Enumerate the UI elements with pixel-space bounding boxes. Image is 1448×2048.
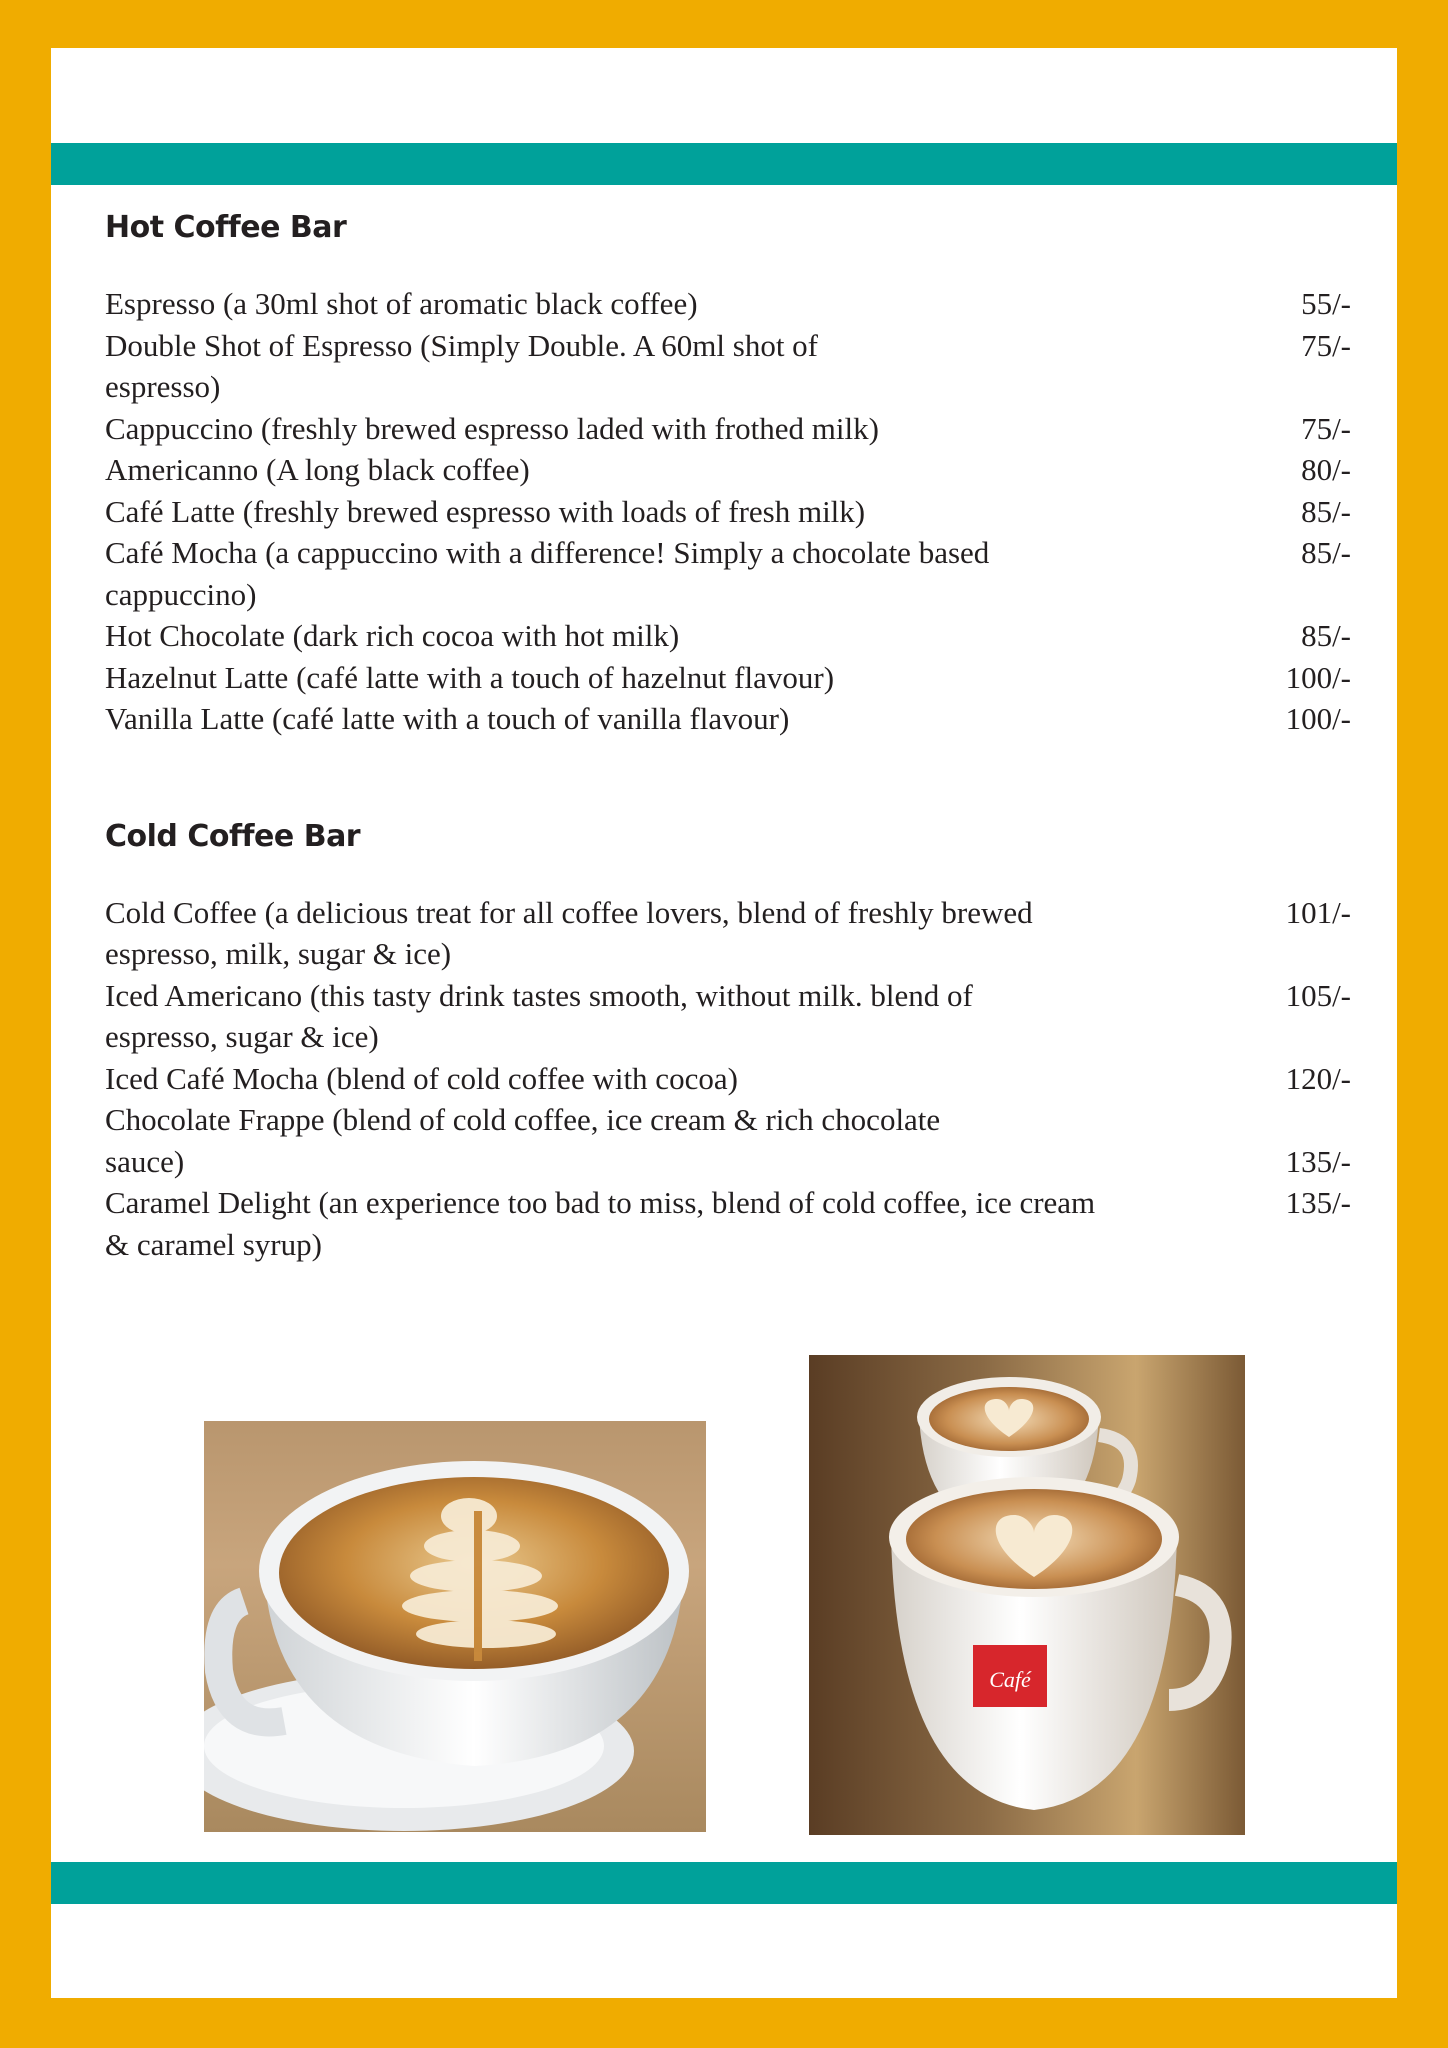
- item-price: 55/-: [1301, 286, 1351, 321]
- menu-item-cafe-latte: [105, 491, 1351, 533]
- item-description: Cold Coffee (a delicious treat for all coffee lovers, blend of freshly brewed espresso, milk, sugar & ice): [105, 894, 1033, 971]
- item-description: Café Mocha (a cappuccino with a difference! Simply a chocolate based cappuccino): [105, 535, 990, 612]
- menu-item-hazelnut-latte: [105, 657, 1351, 699]
- cold-coffee-list: [105, 892, 1351, 1266]
- item-description: Cappuccino (freshly brewed espresso laded with frothed milk): [105, 410, 879, 446]
- menu-item-chocolate-frappe: [105, 1099, 1351, 1182]
- menu-content: [105, 203, 1351, 1265]
- cup-logo-text: Café: [989, 1667, 1031, 1692]
- menu-item-americanno: [105, 449, 1351, 491]
- item-price: 135/-: [1285, 1185, 1351, 1220]
- menu-item-iced-cafe-mocha: [105, 1058, 1351, 1100]
- menu-page: [51, 48, 1397, 1998]
- top-teal-band: [51, 143, 1397, 185]
- menu-item-double-espresso: [105, 325, 1351, 408]
- section-title-hot-coffee: Hot Coffee Bar: [105, 210, 347, 245]
- item-description: Americanno (A long black coffee): [105, 452, 530, 487]
- item-description: Double Shot of Espresso (Simply Double. A 60ml shot of espresso): [105, 327, 818, 404]
- item-price: 85/-: [1301, 535, 1351, 570]
- item-description: Hazelnut Latte (café latte with a touch of hazelnut flavour): [105, 659, 835, 695]
- item-price: 120/-: [1285, 1060, 1351, 1096]
- item-price: 85/-: [1301, 618, 1351, 653]
- menu-item-caramel-delight: [105, 1182, 1351, 1265]
- item-description: Iced Americano (this tasty drink tastes smooth, without milk. blend of espresso, sugar & ice): [105, 977, 973, 1054]
- item-price: 80/-: [1301, 452, 1351, 487]
- menu-item-espresso: [105, 283, 1351, 325]
- latte-art-cup-icon: [204, 1421, 706, 1832]
- menu-item-cafe-mocha: [105, 532, 1351, 615]
- heart-latte-cups-icon: [809, 1355, 1245, 1835]
- hot-coffee-list: [105, 283, 1351, 740]
- item-price: 100/-: [1285, 659, 1351, 695]
- item-price: 101/-: [1285, 894, 1351, 930]
- item-description: Iced Café Mocha (blend of cold coffee with cocoa): [105, 1060, 738, 1096]
- item-price: 135/-: [1285, 1143, 1351, 1179]
- item-price: 105/-: [1285, 977, 1351, 1013]
- section-title-cold-coffee: Cold Coffee Bar: [105, 818, 361, 854]
- item-description: Chocolate Frappe (blend of cold coffee, ice cream & rich chocolate sauce): [105, 1102, 941, 1179]
- latte-art-cup-photo: [204, 1421, 706, 1832]
- menu-item-hot-chocolate: [105, 615, 1351, 657]
- menu-item-vanilla-latte: [105, 698, 1351, 740]
- item-description: Vanilla Latte (café latte with a touch of vanilla flavour): [105, 701, 790, 736]
- menu-item-iced-americano: [105, 975, 1351, 1058]
- heart-latte-cups-photo: [809, 1355, 1245, 1835]
- item-price: 75/-: [1301, 410, 1351, 446]
- item-price: 85/-: [1301, 493, 1351, 529]
- item-description: Espresso (a 30ml shot of aromatic black coffee): [105, 286, 698, 321]
- item-description: Café Latte (freshly brewed espresso with loads of fresh milk): [105, 493, 866, 529]
- item-description: Hot Chocolate (dark rich cocoa with hot milk): [105, 618, 680, 653]
- item-price: 75/-: [1301, 327, 1351, 363]
- item-price: 100/-: [1285, 701, 1351, 736]
- menu-item-cappuccino: [105, 408, 1351, 450]
- menu-item-cold-coffee: [105, 892, 1351, 975]
- item-description: Caramel Delight (an experience too bad to miss, blend of cold coffee, ice cream & caramel syrup): [105, 1185, 1096, 1262]
- bottom-teal-band: [51, 1862, 1397, 1904]
